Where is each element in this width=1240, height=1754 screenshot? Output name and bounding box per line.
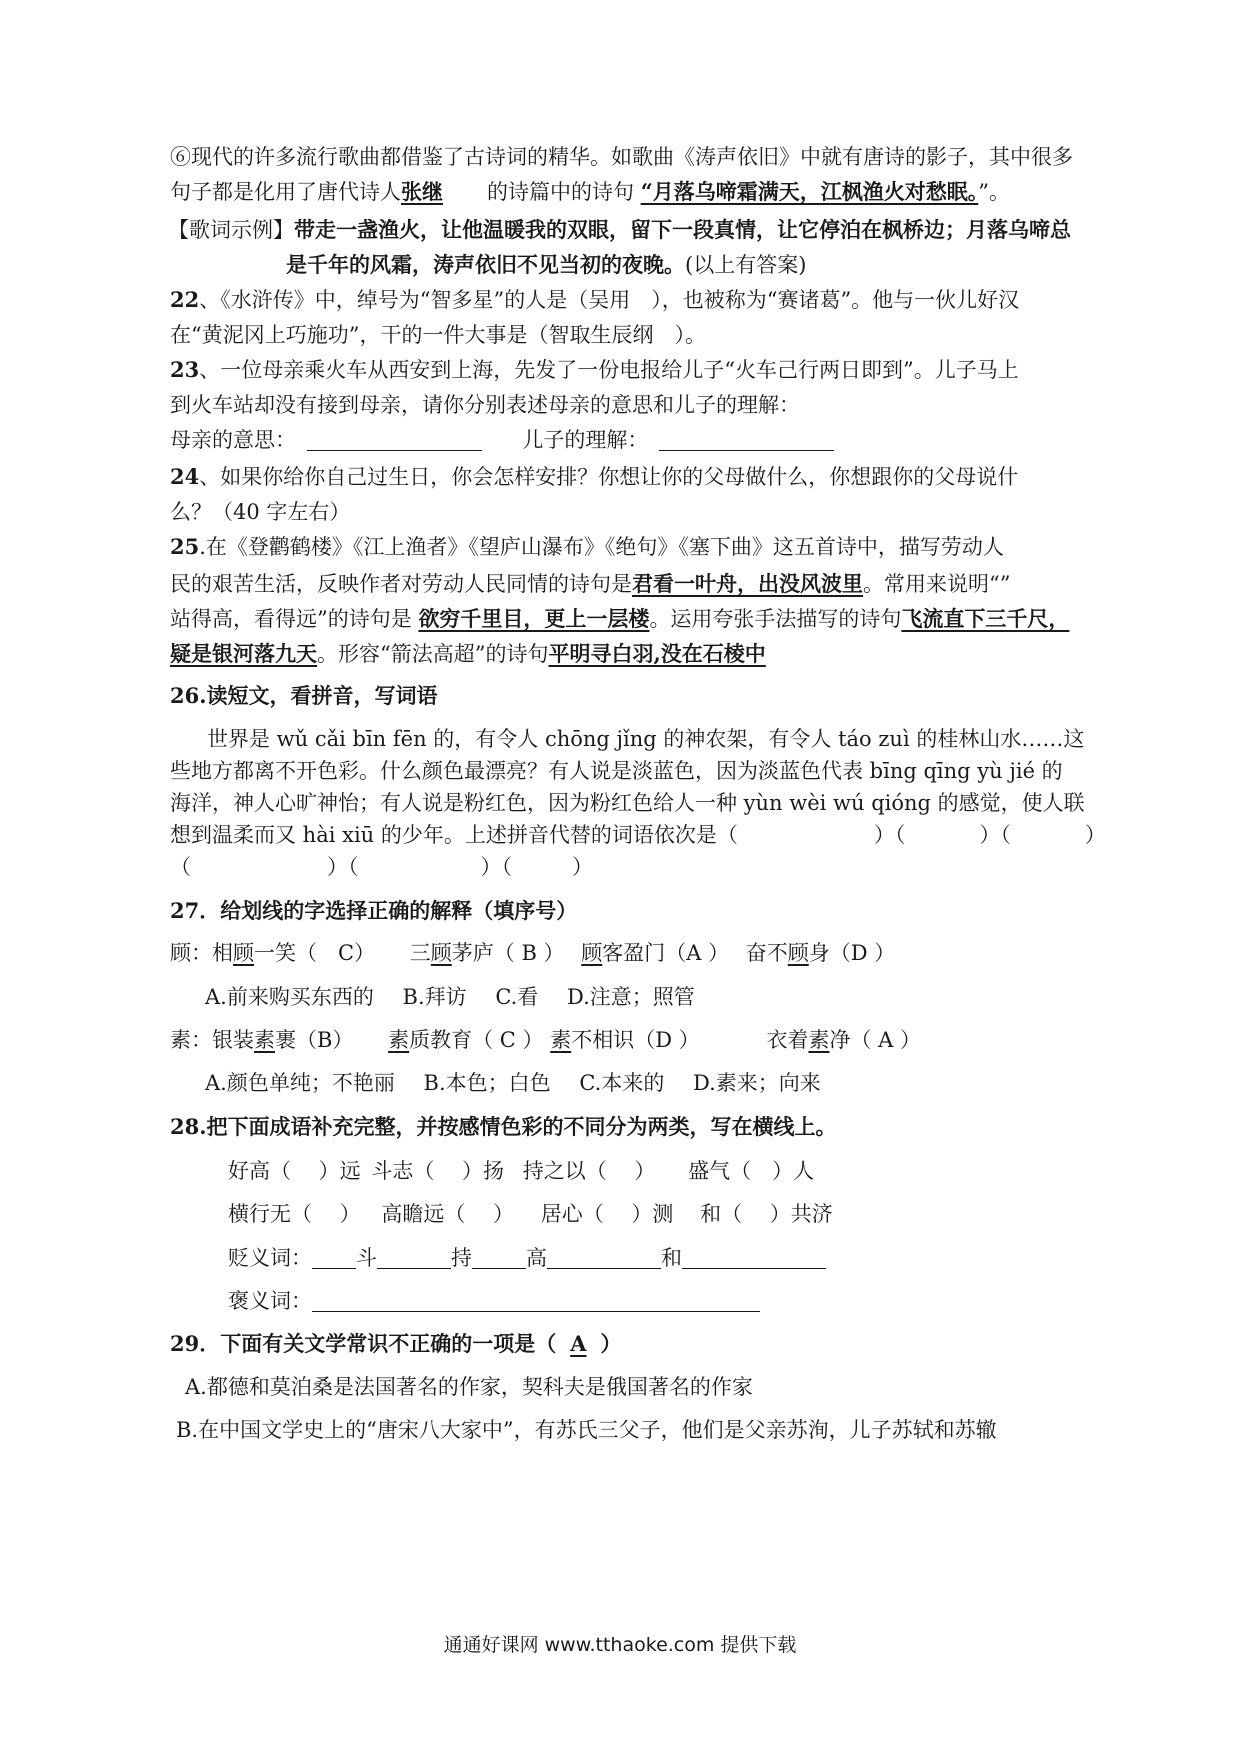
q26-paren-6: ）（ — [327, 855, 359, 879]
q28-idiom-row-1 — [0, 1156, 1240, 1186]
q23-text-2: 到火车站却没有接到母亲，请你分别表述母亲的意思和儿子的理解： — [170, 393, 800, 417]
q27-gu-label: 顾： — [170, 941, 212, 965]
q22-line-2 — [0, 320, 1240, 350]
q26-paren-4: ） — [1084, 823, 1106, 847]
q23-line-2 — [0, 390, 1240, 420]
q27-gu-opt-b: B.拜访 — [402, 985, 467, 1009]
q21-line-2 — [0, 177, 1240, 207]
q27-su-item-1 — [212, 1028, 353, 1052]
q28-commendatory-row — [0, 1286, 1240, 1316]
q28-idiom-6: 高瞻远（ ） — [381, 1202, 515, 1226]
q27-su-item-1-post: 裹（B） — [275, 1028, 354, 1052]
q28-idiom-row-2 — [0, 1199, 1240, 1229]
q24-line-2 — [0, 497, 1240, 527]
q27-gu-item-4-post: 身（D ） — [808, 941, 896, 965]
q27-gu-options — [0, 982, 1240, 1012]
q25-text-3c: 。运用夸张手法描写的诗句 — [649, 607, 902, 631]
q21-line-1 — [0, 142, 1240, 172]
q26-line-3 — [0, 788, 1240, 818]
q21-lyric-label: 【歌词示例】 — [168, 218, 294, 242]
q29-answer — [556, 1331, 600, 1356]
q27-gu-item-4-pre: 奋不 — [745, 941, 788, 965]
q27-gu-item-3-char: 顾 — [581, 941, 603, 965]
q21-line-4 — [0, 250, 1240, 280]
q27-gu-opt-c: C.看 — [495, 985, 539, 1009]
q21-answer-note: (以上有答案) — [685, 253, 807, 277]
q28-idiom-8: 和（ ）共济 — [700, 1202, 833, 1226]
q28-idiom-5: 横行无（ ） — [228, 1202, 361, 1226]
q21-poem-answer: “月落乌啼霜满天，江枫渔火对愁眠。 — [640, 179, 979, 204]
q22-text-2: 在“黄泥冈上巧施功”，干的一件大事是（智取生辰纲 ）。 — [170, 323, 706, 347]
q28-derogatory-part-3: 高 — [526, 1246, 547, 1270]
q25-line-4 — [0, 639, 1240, 669]
q23-number: 23 — [170, 357, 200, 382]
q27-su-opt-c: C.本来的 — [579, 1071, 665, 1095]
q27-su-item-4-post: 净（ A ） — [829, 1028, 921, 1052]
q22-number: 22 — [170, 287, 200, 312]
q27-gu-item-1-pre: 相 — [212, 941, 233, 965]
q27-su-item-3 — [550, 1028, 700, 1052]
q25-line-3 — [0, 604, 1240, 634]
q25-line-2 — [0, 569, 1240, 599]
q26-text-3: 海洋，神人心旷神怡；有人说是粉红色，因为粉红色给人一种 yùn wèi wú qióng 的感觉，使人联 — [170, 791, 1085, 815]
q28-derogatory-row — [0, 1243, 1240, 1273]
q27-su-opt-d: D.素来；向来 — [693, 1071, 821, 1095]
q26-text-4a: 想到温柔而又 hài xiū 的少年。上述拼音代替的词语依次是（ — [170, 823, 738, 847]
q23-son-blank[interactable] — [659, 428, 834, 451]
q28-idiom-3: 持之以（ ） — [522, 1159, 656, 1183]
q22-text-1: 、《水浒传》中，绰号为“智多星”的人是（吴用 ），也被称为“赛诸葛”。他与一伙儿好汉 — [199, 288, 1020, 312]
q27-gu-item-1 — [212, 941, 375, 965]
q27-gu-row — [0, 938, 1240, 968]
q25-answer-3a: 飞流直下三千尺， — [901, 606, 1070, 631]
q25-answer-3b: 疑是银河落九天 — [170, 641, 317, 666]
q25-text-1: .在《登鹳鹤楼》《江上渔者》《望庐山瀑布》《绝句》《塞下曲》这五首诗中，描写劳动人 — [199, 535, 1004, 559]
q21-line-3 — [0, 215, 1240, 245]
q28-commendatory-blank[interactable] — [312, 1289, 760, 1312]
q29-title — [0, 1329, 1240, 1359]
q27-su-item-4 — [766, 1028, 921, 1052]
q25-text-2a: 民的艰苦生活，反映作者对劳动人民同情的诗句是 — [170, 572, 632, 596]
q27-gu-opt-d: D.注意；照管 — [567, 985, 695, 1009]
q28-commendatory-label: 褒义词： — [228, 1289, 312, 1313]
q25-number: 25 — [170, 534, 200, 559]
q24-number: 24 — [170, 464, 200, 489]
q26-paren-7: ）（ — [480, 855, 512, 879]
q27-gu-item-3-post: 客盈门（A ） — [602, 941, 730, 965]
q28-title — [0, 1112, 1240, 1142]
q27-gu-item-2-char: 顾 — [430, 941, 452, 965]
q26-paren-8: ） — [572, 855, 593, 879]
q26-line-1 — [0, 724, 1240, 754]
q26-line-2 — [0, 756, 1240, 786]
q27-title — [0, 896, 1240, 926]
footer-text: 通通好课网 www.tthaoke.com 提供下载 — [443, 1634, 797, 1656]
q27-title-text: 27．给划线的字选择正确的解释（填序号） — [170, 898, 578, 923]
q23-mother-label: 母亲的意思： — [170, 428, 296, 452]
q27-su-options — [0, 1068, 1240, 1098]
q23-text-1: 、一位母亲乘火车从西安到上海，先发了一份电报给儿子“火车己行两日即到”。儿子马上 — [199, 358, 1019, 382]
q28-idiom-2: 斗志（ ）扬 — [371, 1159, 505, 1183]
q27-gu-item-2 — [410, 941, 565, 965]
q28-title-text: 28.把下面成语补充完整，并按感情色彩的不同分为两类，写在横线上。 — [170, 1114, 837, 1139]
q26-paren-2: ）（ — [873, 823, 906, 847]
q26-line-4 — [0, 820, 1240, 850]
q27-gu-item-2-pre: 三 — [409, 941, 431, 965]
q27-su-opt-a: A.颜色单纯；不艳丽 — [205, 1071, 395, 1095]
q23-mother-blank[interactable] — [307, 428, 482, 451]
q27-gu-item-1-post: 一笑（ C） — [254, 941, 376, 965]
q25-answer-4: 平明寻白羽,没在石棱中 — [548, 641, 766, 666]
q28-derogatory-blank-2[interactable] — [377, 1246, 451, 1269]
q27-su-item-2-char: 素 — [388, 1028, 410, 1052]
q26-line-5 — [0, 852, 1240, 882]
q28-derogatory-blank-5[interactable] — [682, 1246, 826, 1269]
q24-text-2: 么？（40 字左右） — [170, 500, 351, 524]
q24-text-1: 、如果你给你自己过生日，你会怎样安排？你想让你的父母做什么，你想跟你的父母说什 — [199, 465, 1019, 489]
q28-derogatory-part-1: 斗 — [356, 1246, 377, 1270]
q23-son-label: 儿子的理解： — [522, 428, 649, 452]
q27-su-label: 素： — [170, 1028, 212, 1052]
q27-gu-item-2-post: 茅庐（ B ） — [451, 941, 565, 965]
q25-text-2c: 。常用来说明“” — [863, 572, 1011, 596]
q26-text-1: 世界是 wǔ cǎi bīn fēn 的，有令人 chōng jǐng 的神农架，有令人 táo zuì 的桂林山水……这 — [207, 727, 1085, 751]
q21-text-2e: ”。 — [978, 180, 1011, 204]
q26-text-2: 些地方都离不开色彩。什么颜色最漂亮？有人说是淡蓝色，因为淡蓝色代表 bīng qīng yù jié 的 — [170, 759, 1063, 783]
q28-derogatory-blank-4[interactable] — [547, 1246, 661, 1269]
q27-gu-item-4-char: 顾 — [787, 941, 809, 965]
q23-line-3 — [0, 425, 1240, 455]
q27-su-item-3-char: 素 — [550, 1028, 572, 1052]
q24-line-1 — [0, 462, 1240, 492]
q29-option-b — [0, 1415, 1240, 1445]
q21-text-2c: 的诗篇中的诗句 — [487, 180, 634, 204]
q21-text-1: ⑥现代的许多流行歌曲都借鉴了古诗词的精华。如歌曲《涛声依旧》中就有唐诗的影子，其中很多 — [170, 145, 1073, 169]
q27-gu-item-4 — [746, 941, 896, 965]
q27-su-item-4-pre: 衣着 — [766, 1028, 809, 1052]
q27-gu-item-3 — [581, 941, 729, 965]
q27-su-item-3-post: 不相识（D ） — [571, 1028, 700, 1052]
q22-line-1 — [0, 285, 1240, 315]
q26-title-text: 26.读短文，看拼音，写词语 — [170, 683, 438, 708]
q27-su-row — [0, 1025, 1240, 1055]
q27-gu-opt-a: A.前来购买东西的 — [205, 985, 374, 1009]
q29-option-a — [0, 1372, 1240, 1402]
q28-derogatory-part-4: 和 — [661, 1246, 682, 1270]
q23-line-1 — [0, 355, 1240, 385]
q25-text-4b: 。形容“箭法高超”的诗句 — [317, 642, 549, 666]
q27-su-item-1-char: 素 — [254, 1028, 275, 1052]
q29-title-text: 29．下面有关文学常识不正确的一项是（ — [170, 1331, 557, 1356]
q28-idiom-7: 居心（ ）测 — [540, 1202, 674, 1226]
q27-su-item-4-char: 素 — [808, 1028, 830, 1052]
q26-paren-3: ）（ — [979, 823, 1011, 847]
q27-su-item-2 — [388, 1028, 543, 1052]
q26-title — [0, 681, 1240, 711]
q28-idiom-4: 盛气（ ）人 — [688, 1159, 815, 1183]
q28-derogatory-blank-1[interactable] — [312, 1246, 356, 1269]
q21-text-2a: 句子都是化用了唐代诗人 — [170, 180, 401, 204]
page-footer — [0, 1630, 1240, 1657]
q27-su-opt-b: B.本色；白色 — [423, 1071, 551, 1095]
q27-gu-item-1-char: 顾 — [233, 941, 254, 965]
q25-text-3a: 站得高，看得远”的诗句是 — [170, 607, 412, 631]
q25-line-1 — [0, 532, 1240, 562]
q25-answer-1: 君看一叶舟，出没风波里 — [632, 571, 863, 596]
q21-lyric-1: 带走一盏渔火，让他温暖我的双眼，留下一段真情，让它停泊在枫桥边；月落乌啼总 — [294, 217, 1071, 242]
q21-lyric-2: 是千年的风霜，涛声依旧不见当初的夜晚。 — [286, 252, 685, 277]
q28-idiom-1: 好高（ ）远 — [228, 1159, 361, 1183]
q29-option-a-text: A.都德和莫泊桑是法国著名的作家，契科夫是俄国著名的作家 — [185, 1375, 753, 1399]
q27-su-item-2-post: 质教育（ C ） — [409, 1028, 544, 1052]
q25-answer-2: 欲穷千里目，更上一层楼 — [418, 606, 650, 631]
q28-derogatory-label: 贬义词： — [228, 1246, 312, 1270]
q28-derogatory-part-2: 持 — [451, 1246, 472, 1270]
q29-title-close: ） — [600, 1331, 622, 1356]
q29-option-b-text: B.在中国文学史上的“唐宋八大家中”，有苏氏三父子，他们是父亲苏洵，儿子苏轼和苏辙 — [176, 1418, 997, 1442]
q29-answer-letter: A — [570, 1331, 587, 1356]
q26-paren-5: （ — [170, 855, 191, 879]
q28-derogatory-blank-3[interactable] — [472, 1246, 526, 1269]
q21-poet-answer: 张继 — [401, 179, 443, 204]
q27-su-item-1-pre: 银装 — [212, 1028, 254, 1052]
